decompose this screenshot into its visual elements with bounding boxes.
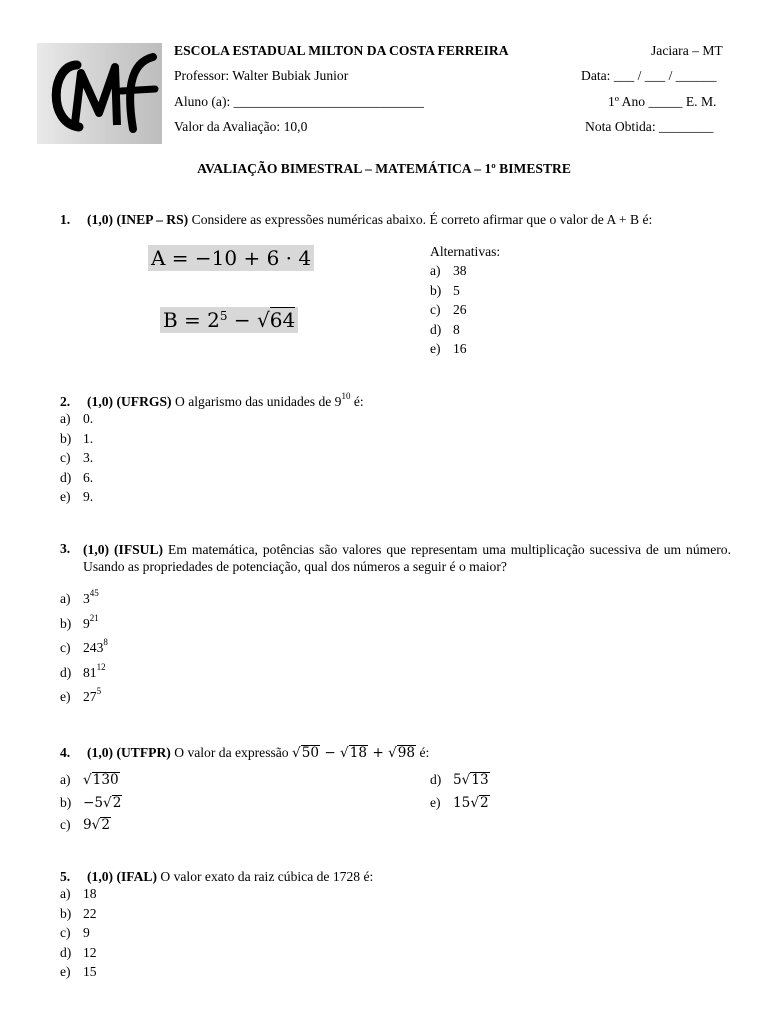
option-base: 243 (83, 640, 104, 655)
city: Jaciara – MT (651, 43, 723, 58)
option-letter: e) (430, 341, 441, 356)
option-letter: a) (60, 886, 71, 901)
answer-option[interactable] (60, 588, 99, 607)
assessment-value: Valor da Avaliação: 10,0 (174, 119, 308, 134)
answer-option[interactable] (60, 450, 93, 466)
option-letter: c) (60, 817, 71, 832)
option-coefficient: −5 (83, 795, 104, 811)
option-text: 5 (453, 282, 460, 298)
option-letter: b) (60, 430, 72, 446)
question-number: 2. (60, 394, 71, 409)
option-coefficient: 9 (83, 817, 92, 833)
option-text: 3. (83, 450, 94, 465)
expression: √50 − √18 + √98 (292, 745, 416, 761)
date-field[interactable]: Data: ___ / ___ / ______ (581, 68, 717, 83)
option-radical-expression (83, 772, 120, 788)
option-letter: e) (60, 489, 71, 504)
question-number: 5. (60, 869, 71, 884)
eq-b-operator: − √ (227, 308, 270, 332)
option-text: 8 (453, 321, 460, 337)
option-base: 27 (83, 689, 97, 704)
operator-1: − (320, 745, 341, 761)
option-letter: e) (60, 964, 71, 979)
answer-option[interactable] (60, 411, 93, 427)
option-radicand: 13 (471, 772, 489, 788)
option-letter: b) (60, 905, 72, 921)
sqrt-icon: √ (470, 795, 479, 811)
answer-option[interactable] (430, 795, 490, 811)
sqrt-icon: √ (461, 772, 471, 788)
question-tag: (1,0) (IFSUL) (83, 542, 164, 557)
question-text: O valor exato da raiz cúbica de 1728 é: (160, 869, 374, 884)
answer-option[interactable] (430, 263, 467, 279)
answer-option[interactable] (60, 772, 120, 788)
question-tag: (1,0) (INEP – RS) (87, 212, 189, 227)
option-base: 9 (83, 615, 90, 631)
option-letter: c) (430, 302, 441, 317)
answer-option[interactable] (430, 283, 460, 299)
question-tag: (1,0) (IFAL) (87, 869, 157, 884)
option-coefficient: 15 (453, 795, 471, 811)
question-text: O valor da expressão (174, 745, 289, 760)
sqrt-icon: √ (103, 795, 112, 811)
option-letter: e) (60, 689, 71, 704)
answer-option[interactable] (60, 795, 122, 811)
answer-option[interactable] (60, 817, 111, 833)
answer-option[interactable] (60, 661, 106, 681)
option-radicand: 2 (101, 817, 110, 833)
option-radical-expression (83, 817, 111, 833)
answer-option[interactable] (60, 945, 97, 961)
answer-option[interactable] (60, 925, 90, 941)
option-text: 9. (83, 489, 94, 504)
answer-option[interactable] (60, 906, 97, 922)
question-number: 1. (60, 212, 71, 227)
option-text: 1. (83, 430, 94, 446)
question-text-end: é: (416, 745, 430, 760)
question-number: 3. (60, 541, 71, 556)
school-logo (37, 43, 162, 144)
option-letter: d) (430, 772, 442, 787)
option-letter: d) (60, 944, 72, 960)
option-letter: a) (60, 591, 71, 606)
answer-option[interactable] (430, 322, 460, 338)
radicand-1: 50 (301, 745, 319, 761)
answer-option[interactable] (430, 341, 467, 357)
radicand-3: 98 (397, 745, 416, 761)
option-letter: b) (60, 795, 72, 810)
option-text: 6. (83, 469, 94, 485)
question-text: O algarismo das unidades de 9 (175, 394, 342, 409)
score-field[interactable]: Nota Obtida: ________ (585, 119, 714, 134)
question-2 (60, 391, 364, 410)
option-text: 18 (83, 886, 97, 901)
question-5 (60, 869, 373, 885)
question-4 (60, 745, 429, 761)
option-text: 38 (453, 263, 467, 278)
option-letter: c) (60, 450, 71, 465)
option-text: 12 (83, 944, 97, 960)
question-text-end: é: (350, 394, 364, 409)
option-letter: b) (430, 282, 442, 298)
question-text: Considere as expressões numéricas abaixo. É correto afirmar que o valor de A + B é: (191, 212, 653, 227)
option-radicand: 2 (479, 795, 489, 811)
question-3 (83, 541, 731, 575)
option-letter: c) (60, 640, 71, 655)
answer-option[interactable] (60, 686, 102, 705)
answer-option[interactable] (430, 302, 467, 318)
option-exponent: 45 (89, 588, 99, 598)
eq-b-base: B = 2 (163, 308, 220, 332)
option-letter: c) (60, 925, 71, 940)
option-exponent: 21 (89, 612, 99, 623)
question-1 (60, 212, 652, 228)
option-letter: a) (60, 411, 71, 426)
answer-option[interactable] (430, 772, 490, 788)
option-text: 0. (83, 411, 94, 426)
answer-option[interactable] (60, 964, 97, 980)
question-text: Em matemática, potências são valores que representam uma multiplicação sucessiva de um número. Usando as propriedades de potenciação, qual dos números a seguir é o maior? (83, 542, 731, 574)
option-text: 9 (83, 925, 90, 940)
question-tag: (1,0) (UTFPR) (87, 745, 171, 760)
eq-b-radicand: 64 (269, 308, 296, 332)
equation-a: A = −10 + 6 · 4 (148, 245, 314, 271)
equation-b (160, 307, 298, 333)
sqrt-icon: √ (83, 772, 92, 788)
option-radical-expression (453, 772, 490, 788)
operator-2: + (368, 745, 389, 761)
option-letter: d) (430, 321, 442, 337)
eq-b-exponent: 5 (219, 309, 228, 323)
cmf-logo-icon (37, 43, 162, 144)
answer-option[interactable] (60, 612, 99, 632)
option-radical-expression (83, 795, 122, 811)
option-letter: a) (430, 263, 441, 278)
option-letter: a) (60, 772, 71, 787)
grade-field[interactable]: 1º Ano _____ E. M. (608, 94, 717, 109)
option-letter: d) (60, 664, 72, 680)
option-exponent: 8 (103, 637, 108, 647)
option-text: 16 (453, 341, 467, 356)
option-letter: d) (60, 469, 72, 485)
option-text: 26 (453, 302, 467, 317)
exponent: 10 (341, 391, 351, 401)
school-name: ESCOLA ESTADUAL MILTON DA COSTA FERREIRA (174, 43, 509, 58)
student-field[interactable]: Aluno (a): ____________________________ (174, 94, 424, 109)
option-exponent: 12 (96, 661, 106, 672)
sqrt-icon: √ (91, 817, 101, 833)
alternatives-label: Alternativas: (430, 244, 501, 259)
question-3-number (60, 541, 70, 557)
option-letter: b) (60, 615, 72, 631)
answer-option[interactable] (60, 470, 93, 486)
answer-option[interactable] (60, 886, 97, 902)
option-exponent: 5 (96, 686, 102, 696)
question-number: 4. (60, 745, 71, 760)
page-title: AVALIAÇÃO BIMESTRAL – MATEMÁTICA – 1º BIMESTRE (197, 161, 571, 176)
option-text: 22 (83, 905, 97, 921)
professor: Professor: Walter Bubiak Junior (174, 68, 349, 83)
radicand-2: 18 (349, 745, 368, 761)
answer-option[interactable] (60, 637, 108, 656)
option-coefficient: 5 (453, 772, 462, 788)
option-radical-expression (453, 795, 490, 811)
option-letter: e) (430, 795, 441, 810)
answer-option[interactable] (60, 489, 93, 505)
option-base: 81 (83, 664, 97, 680)
option-radicand: 2 (112, 795, 122, 811)
question-tag: (1,0) (UFRGS) (87, 394, 172, 409)
answer-option[interactable] (60, 431, 93, 447)
option-base: 3 (83, 591, 90, 606)
option-radicand: 130 (92, 772, 119, 788)
option-text: 15 (83, 964, 97, 979)
